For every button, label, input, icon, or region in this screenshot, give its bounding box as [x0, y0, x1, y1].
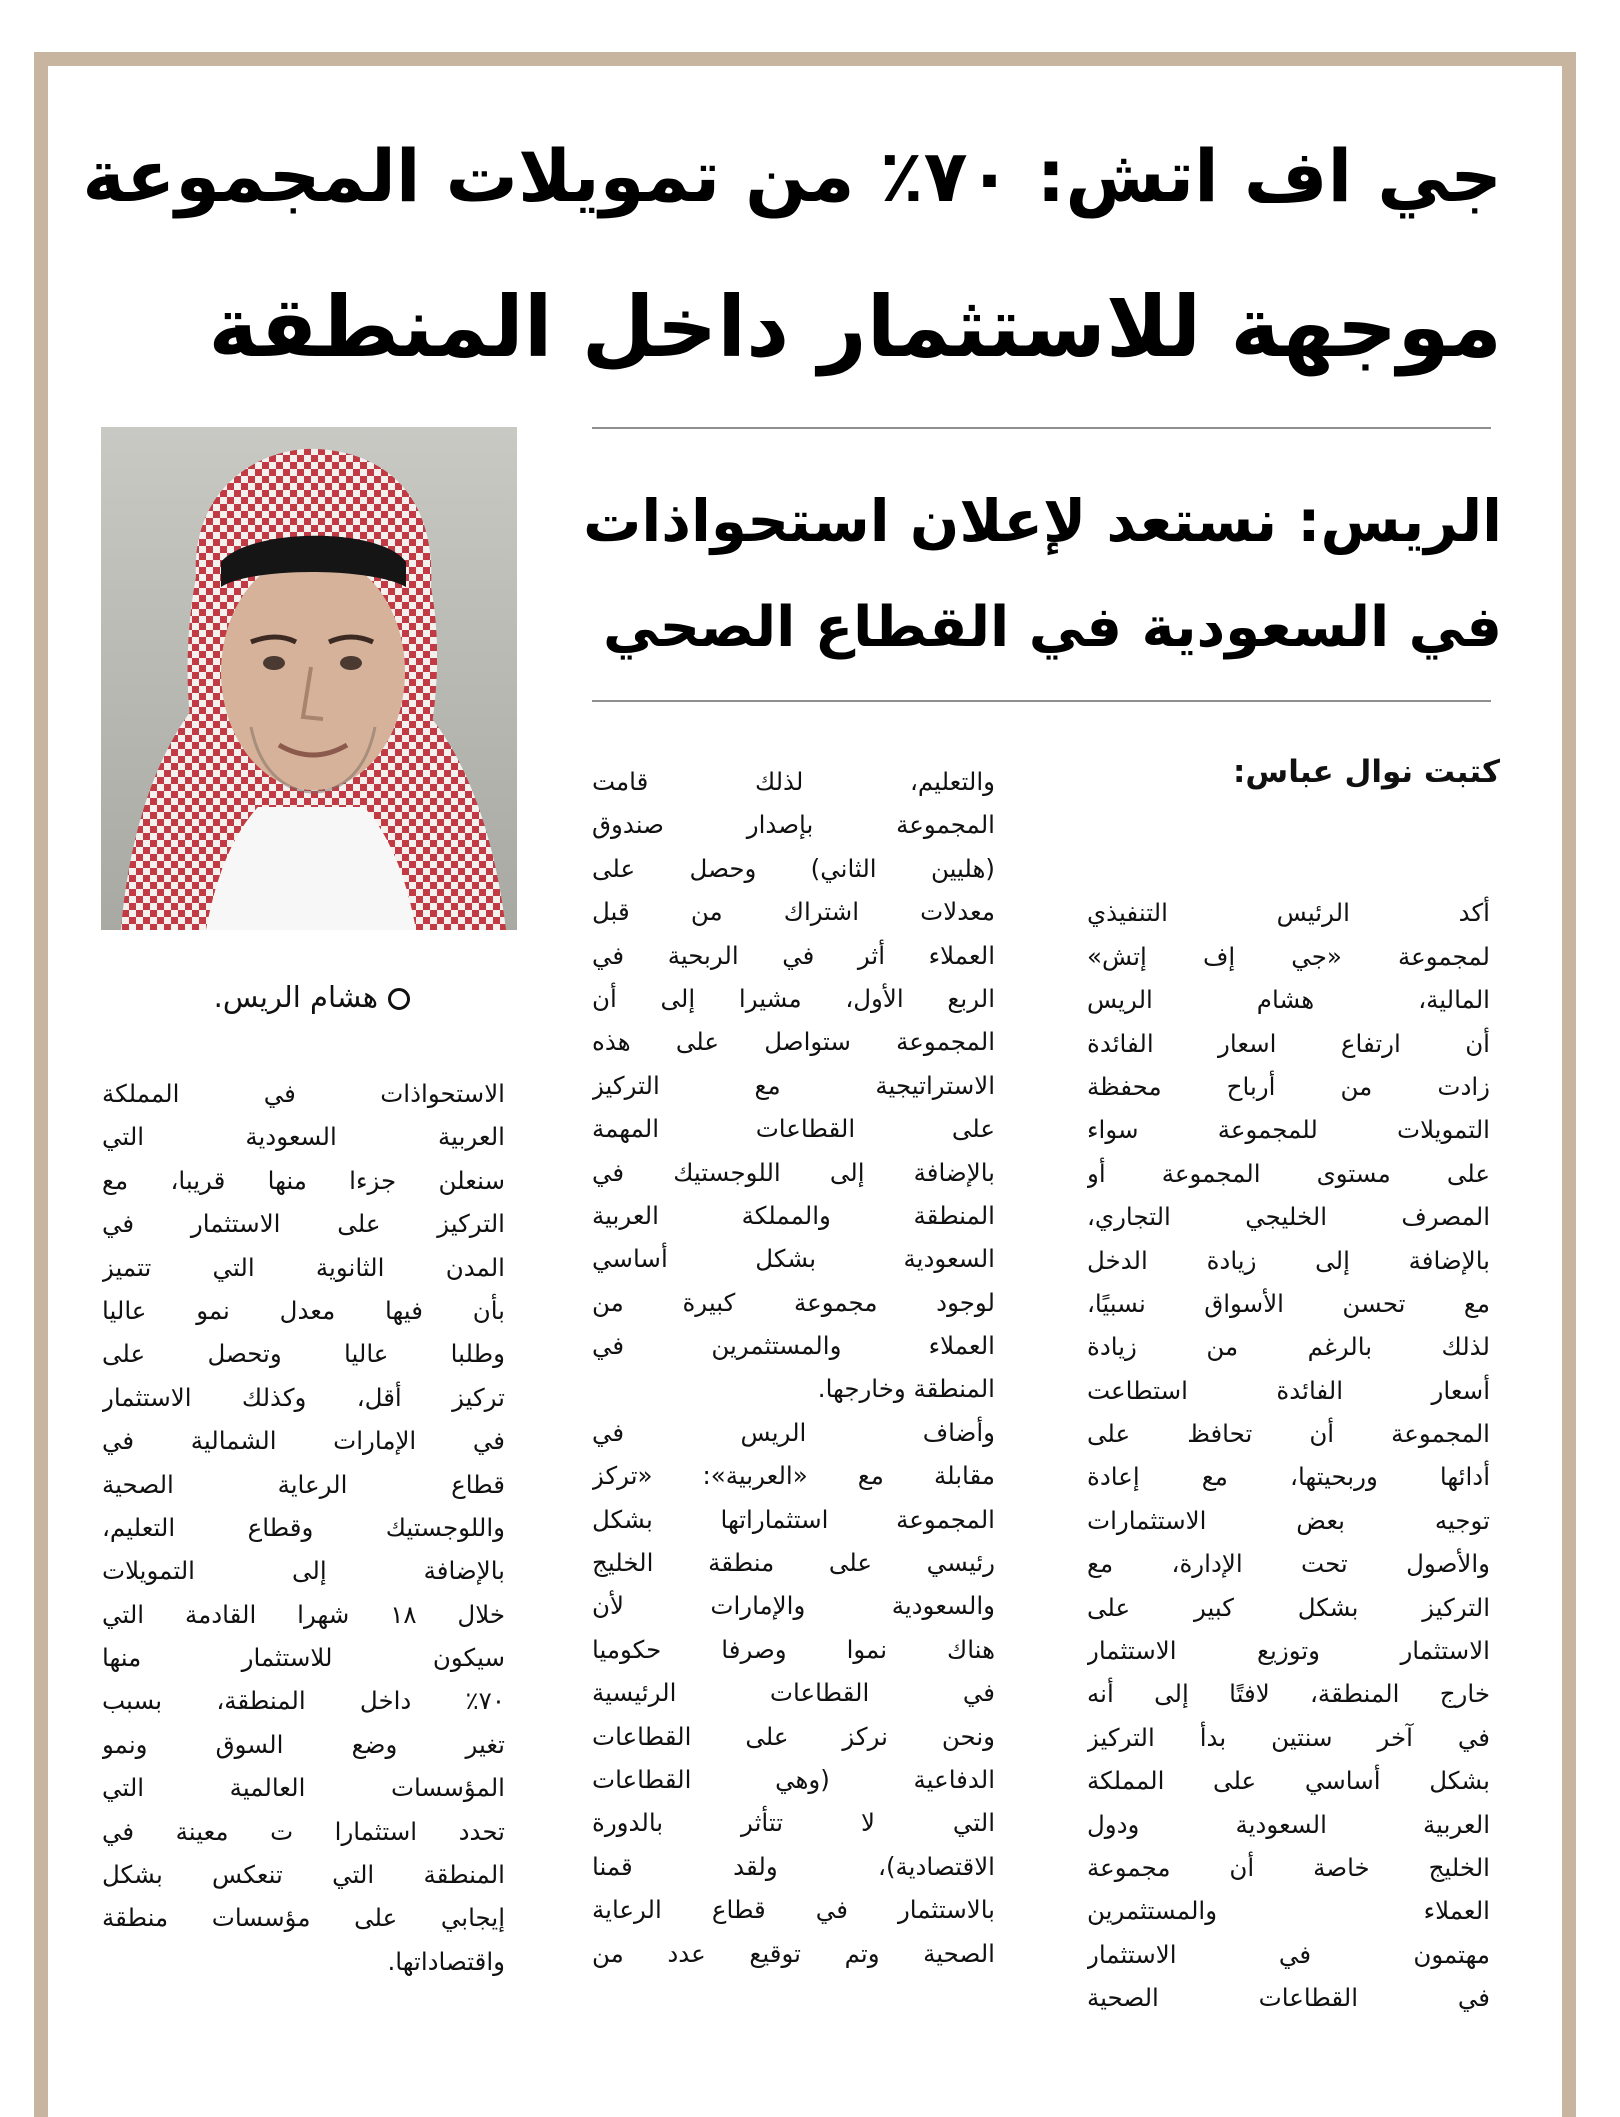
column-line: ونحن نركز على القطاعات	[592, 1721, 995, 1751]
column-line: سيكون للاستثمار منها	[102, 1643, 505, 1673]
column-line: قطاع الرعاية الصحية	[102, 1469, 505, 1499]
column-line: الربع الأول، مشيرا إلى أن	[592, 983, 995, 1013]
column-line: (هليين الثاني) وحصل على	[592, 853, 995, 883]
column-line: بالإضافة إلى اللوجستيك في	[592, 1157, 995, 1187]
column-line: التركيز بشكل كبير على	[1087, 1592, 1490, 1622]
column-line: أكد الرئيس التنفيذي	[1087, 898, 1490, 928]
column-line: معدلات اشتراك من قبل	[592, 897, 995, 927]
column-line: تغير وضع السوق ونمو	[102, 1729, 505, 1759]
column-line: الصحية وتم توقيع عدد من	[592, 1938, 995, 1968]
column-line: أسعار الفائدة استطاعت	[1087, 1375, 1490, 1405]
column-line: العملاء أثر في الربحية في	[592, 940, 995, 970]
column-line: في القطاعات الرئيسية	[592, 1678, 995, 1708]
column-line: المنطقة التي تنعكس بشكل	[102, 1860, 505, 1890]
column-line: رئيسي على منطقة الخليج	[592, 1548, 995, 1578]
article-column-right	[1087, 848, 1490, 2020]
column-line: في القطاعات الصحية	[1087, 1983, 1490, 2013]
column-line: الاستراتيجية مع التركيز	[592, 1070, 995, 1100]
column-line: التمويلات للمجموعة سواء	[1087, 1115, 1490, 1145]
column-line: مقابلة مع «العربية»: «تركز	[592, 1461, 995, 1491]
column-line: الاستثمار وتوزيع الاستثمار	[1087, 1636, 1490, 1666]
column-line: تركيز أقل، وكذلك الاستثمار	[102, 1382, 505, 1412]
byline: كتبت نوال عباس:	[1233, 754, 1500, 790]
column-line: لمجموعة «جي إف إتش»	[1087, 941, 1490, 971]
article-column-left	[102, 1072, 505, 1983]
column-line	[1087, 848, 1490, 891]
photo-caption-text: هشام الريس.	[213, 980, 378, 1014]
subheadline-bottom-rule	[592, 700, 1491, 702]
column-line: لوجود مجموعة كبيرة من	[592, 1287, 995, 1317]
column-line: خلال ١٨ شهرا القادمة التي	[102, 1599, 505, 1629]
column-line: التركيز على الاستثمار في	[102, 1209, 505, 1239]
column-line: وأضاف الريس في	[592, 1417, 995, 1447]
article-column-middle	[592, 760, 995, 1975]
column-line: المصرف الخليجي التجاري،	[1087, 1202, 1490, 1232]
column-line: خارج المنطقة، لافتًا إلى أنه	[1087, 1679, 1490, 1709]
column-line: في آخر سنتين بدأ التركيز	[1087, 1722, 1490, 1752]
column-line: بأن فيها معدل نمو عاليا	[102, 1295, 505, 1325]
column-line: الخليج خاصة أن مجموعة	[1087, 1852, 1490, 1882]
column-line: الدفاعية (وهي القطاعات	[592, 1764, 995, 1794]
portrait-illustration	[101, 427, 517, 930]
column-line: توجيه بعض الاستثمارات	[1087, 1505, 1490, 1535]
column-line: الاستحواذات في المملكة	[102, 1079, 505, 1108]
column-line: في الإمارات الشمالية في	[102, 1426, 505, 1456]
column-line: بالإضافة إلى التمويلات	[102, 1556, 505, 1586]
column-line: العملاء والمستثمرين في	[592, 1331, 995, 1361]
column-line: لذلك بالرغم من زيادة	[1087, 1332, 1490, 1362]
column-line: تحدد استثمارا ت معينة في	[102, 1816, 505, 1846]
column-line: التي لا تتأثر بالدورة	[592, 1808, 995, 1838]
column-line: واقتصاداتها.	[387, 1946, 505, 1976]
column-line: السعودية بشكل أساسي	[592, 1244, 995, 1274]
column-line: مهتمون في الاستثمار	[1087, 1939, 1490, 1969]
column-line: أدائها وربحيتها، مع إعادة	[1087, 1462, 1490, 1492]
column-line: المجموعة بإصدار صندوق	[592, 810, 995, 840]
column-line: العملاء والمستثمرين	[1087, 1896, 1490, 1926]
portrait-photo	[101, 427, 517, 930]
column-line: بشكل أساسي على المملكة	[1087, 1766, 1490, 1796]
column-line: الاقتصادية)، ولقد قمنا	[592, 1851, 995, 1881]
column-line: المنطقة وخارجها.	[817, 1374, 995, 1404]
headline-line-1: جي اف اتش: ٧٠٪ من تمويلات المجموعة	[82, 134, 1502, 218]
column-line: العربية السعودية التي	[102, 1122, 505, 1152]
column-line: واللوجستيك وقطاع التعليم،	[102, 1512, 505, 1542]
column-line: والأصول تحت الإدارة، مع	[1087, 1549, 1490, 1579]
column-line: وطلبا عاليا وتحصل على	[102, 1339, 505, 1369]
column-line: على مستوى المجموعة أو	[1087, 1158, 1490, 1188]
column-line: العربية السعودية ودول	[1087, 1809, 1490, 1839]
subheadline-line-1: الريس: نستعد لإعلان استحواذات	[583, 487, 1502, 555]
subheadline-top-rule	[592, 427, 1491, 429]
column-line: بالإضافة إلى زيادة الدخل	[1087, 1245, 1490, 1275]
column-line: المؤسسات العالمية التي	[102, 1773, 505, 1803]
column-line: ٧٠٪ داخل المنطقة، بسبب	[102, 1686, 505, 1716]
column-line: على القطاعات المهمة	[592, 1114, 995, 1144]
column-line: المنطقة والمملكة العربية	[592, 1200, 995, 1230]
column-line: أن ارتفاع اسعار الفائدة	[1087, 1028, 1490, 1058]
column-line: المدن الثانوية التي تتميز	[102, 1252, 505, 1282]
column-line: سنعلن جزءا منها قريبا، مع	[102, 1165, 505, 1195]
column-line: المجموعة أن تحافظ على	[1087, 1419, 1490, 1449]
caption-bullet-icon	[388, 988, 410, 1010]
photo-caption	[150, 980, 410, 1015]
column-line: زادت من أرباح محفظة	[1087, 1071, 1490, 1101]
column-line: إيجابي على مؤسسات منطقة	[102, 1903, 505, 1933]
column-line: مع تحسن الأسواق نسبيًا،	[1087, 1288, 1490, 1318]
column-line: والسعودية والإمارات لأن	[592, 1591, 995, 1621]
subheadline-line-2: في السعودية في القطاع الصحي	[602, 595, 1502, 660]
column-line: المجموعة استثماراتها بشكل	[592, 1504, 995, 1534]
headline-line-2: موجهة للاستثمار داخل المنطقة	[208, 278, 1502, 376]
column-line: المجموعة ستواصل على هذه	[592, 1027, 995, 1057]
column-line: هناك نموا وصرفا حكوميا	[592, 1634, 995, 1664]
column-line: بالاستثمار في قطاع الرعاية	[592, 1895, 995, 1925]
column-line: المالية، هشام الريس	[1087, 985, 1490, 1015]
column-line: والتعليم، لذلك قامت	[592, 767, 995, 796]
